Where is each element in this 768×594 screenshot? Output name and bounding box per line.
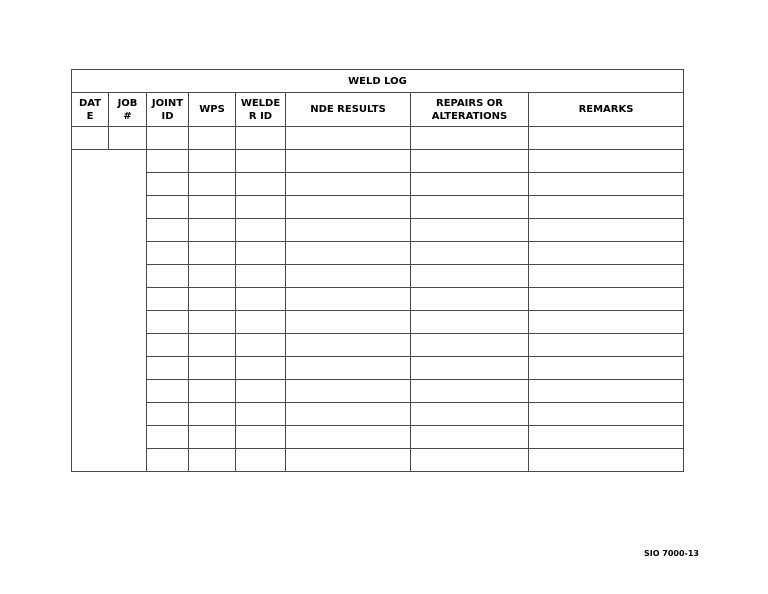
cell-welder-id[interactable]	[236, 449, 286, 472]
cell-remarks[interactable]	[529, 219, 684, 242]
cell-wps[interactable]	[189, 150, 236, 173]
cell-welder-id[interactable]	[236, 334, 286, 357]
table-row	[72, 288, 684, 311]
col-header-date: DAT E	[72, 93, 109, 127]
cell-remarks[interactable]	[529, 173, 684, 196]
cell-wps[interactable]	[189, 127, 236, 150]
cell-welder-id[interactable]	[236, 127, 286, 150]
cell-nde-results[interactable]	[286, 173, 411, 196]
cell-remarks[interactable]	[529, 334, 684, 357]
cell-remarks[interactable]	[529, 288, 684, 311]
cell-nde-results[interactable]	[286, 150, 411, 173]
cell-wps[interactable]	[189, 380, 236, 403]
table-row	[72, 127, 684, 150]
cell-remarks[interactable]	[529, 357, 684, 380]
cell-wps[interactable]	[189, 357, 236, 380]
cell-nde-results[interactable]	[286, 403, 411, 426]
cell-welder-id[interactable]	[236, 403, 286, 426]
cell-joint-id[interactable]	[147, 127, 189, 150]
cell-nde-results[interactable]	[286, 242, 411, 265]
table-row	[72, 357, 684, 380]
cell-repairs[interactable]	[411, 426, 529, 449]
cell-joint-id[interactable]	[147, 380, 189, 403]
cell-welder-id[interactable]	[236, 219, 286, 242]
table-row	[72, 449, 684, 472]
cell-joint-id[interactable]	[147, 173, 189, 196]
cell-wps[interactable]	[189, 449, 236, 472]
cell-remarks[interactable]	[529, 380, 684, 403]
cell-remarks[interactable]	[529, 449, 684, 472]
cell-joint-id[interactable]	[147, 357, 189, 380]
cell-repairs[interactable]	[411, 265, 529, 288]
col-header-remarks: REMARKS	[529, 93, 684, 127]
cell-repairs[interactable]	[411, 403, 529, 426]
cell-welder-id[interactable]	[236, 242, 286, 265]
cell-remarks[interactable]	[529, 403, 684, 426]
cell-wps[interactable]	[189, 311, 236, 334]
cell-remarks[interactable]	[529, 127, 684, 150]
cell-joint-id[interactable]	[147, 311, 189, 334]
cell-welder-id[interactable]	[236, 173, 286, 196]
cell-nde-results[interactable]	[286, 357, 411, 380]
cell-remarks[interactable]	[529, 265, 684, 288]
weld-log-table	[71, 69, 684, 472]
cell-joint-id[interactable]	[147, 449, 189, 472]
cell-repairs[interactable]	[411, 334, 529, 357]
cell-repairs[interactable]	[411, 242, 529, 265]
cell-joint-id[interactable]	[147, 242, 189, 265]
cell-job[interactable]	[109, 127, 147, 150]
cell-wps[interactable]	[189, 426, 236, 449]
table-row	[72, 426, 684, 449]
cell-remarks[interactable]	[529, 242, 684, 265]
table-row	[72, 196, 684, 219]
form-code: SIO 7000-13	[643, 549, 699, 558]
col-header-wps: WPS	[189, 93, 236, 127]
table-row	[72, 380, 684, 403]
cell-date[interactable]	[72, 127, 109, 150]
table-row	[72, 150, 684, 173]
cell-nde-results[interactable]	[286, 334, 411, 357]
cell-welder-id[interactable]	[236, 311, 286, 334]
table-row	[72, 403, 684, 426]
cell-nde-results[interactable]	[286, 449, 411, 472]
cell-remarks[interactable]	[529, 426, 684, 449]
col-header-repairs: REPAIRS OR ALTERATIONS	[411, 93, 529, 127]
cell-repairs[interactable]	[411, 357, 529, 380]
cell-welder-id[interactable]	[236, 380, 286, 403]
cell-welder-id[interactable]	[236, 288, 286, 311]
cell-joint-id[interactable]	[147, 196, 189, 219]
cell-joint-id[interactable]	[147, 334, 189, 357]
table-row	[72, 334, 684, 357]
cell-welder-id[interactable]	[236, 265, 286, 288]
cell-wps[interactable]	[189, 242, 236, 265]
cell-joint-id[interactable]	[147, 288, 189, 311]
cell-joint-id[interactable]	[147, 150, 189, 173]
cell-repairs[interactable]	[411, 288, 529, 311]
table-row	[72, 242, 684, 265]
cell-wps[interactable]	[189, 403, 236, 426]
cell-nde-results[interactable]	[286, 219, 411, 242]
cell-repairs[interactable]	[411, 380, 529, 403]
cell-repairs[interactable]	[411, 196, 529, 219]
table-row	[72, 219, 684, 242]
cell-welder-id[interactable]	[236, 426, 286, 449]
cell-remarks[interactable]	[529, 196, 684, 219]
table-row	[72, 173, 684, 196]
table-row	[72, 265, 684, 288]
cell-remarks[interactable]	[529, 150, 684, 173]
cell-repairs[interactable]	[411, 173, 529, 196]
cell-welder-id[interactable]	[236, 357, 286, 380]
cell-nde-results[interactable]	[286, 380, 411, 403]
cell-repairs[interactable]	[411, 449, 529, 472]
cell-joint-id[interactable]	[147, 403, 189, 426]
cell-wps[interactable]	[189, 334, 236, 357]
cell-nde-results[interactable]	[286, 288, 411, 311]
cell-wps[interactable]	[189, 288, 236, 311]
cell-wps[interactable]	[189, 196, 236, 219]
cell-repairs[interactable]	[411, 127, 529, 150]
cell-welder-id[interactable]	[236, 150, 286, 173]
cell-welder-id[interactable]	[236, 196, 286, 219]
cell-joint-id[interactable]	[147, 426, 189, 449]
cell-nde-results[interactable]	[286, 311, 411, 334]
table-row	[72, 311, 684, 334]
cell-repairs[interactable]	[411, 311, 529, 334]
cell-joint-id[interactable]	[147, 219, 189, 242]
cell-wps[interactable]	[189, 219, 236, 242]
cell-nde-results[interactable]	[286, 265, 411, 288]
col-header-welder-id: WELDE R ID	[236, 93, 286, 127]
col-header-nde-results: NDE RESULTS	[286, 93, 411, 127]
cell-joint-id[interactable]	[147, 265, 189, 288]
form-title: WELD LOG	[72, 70, 684, 93]
cell-nde-results[interactable]	[286, 127, 411, 150]
merged-blank-cell	[72, 150, 147, 472]
cell-wps[interactable]	[189, 173, 236, 196]
cell-nde-results[interactable]	[286, 426, 411, 449]
col-header-job: JOB #	[109, 93, 147, 127]
cell-remarks[interactable]	[529, 311, 684, 334]
col-header-joint-id: JOINT ID	[147, 93, 189, 127]
cell-nde-results[interactable]	[286, 196, 411, 219]
cell-wps[interactable]	[189, 265, 236, 288]
cell-repairs[interactable]	[411, 150, 529, 173]
cell-repairs[interactable]	[411, 219, 529, 242]
